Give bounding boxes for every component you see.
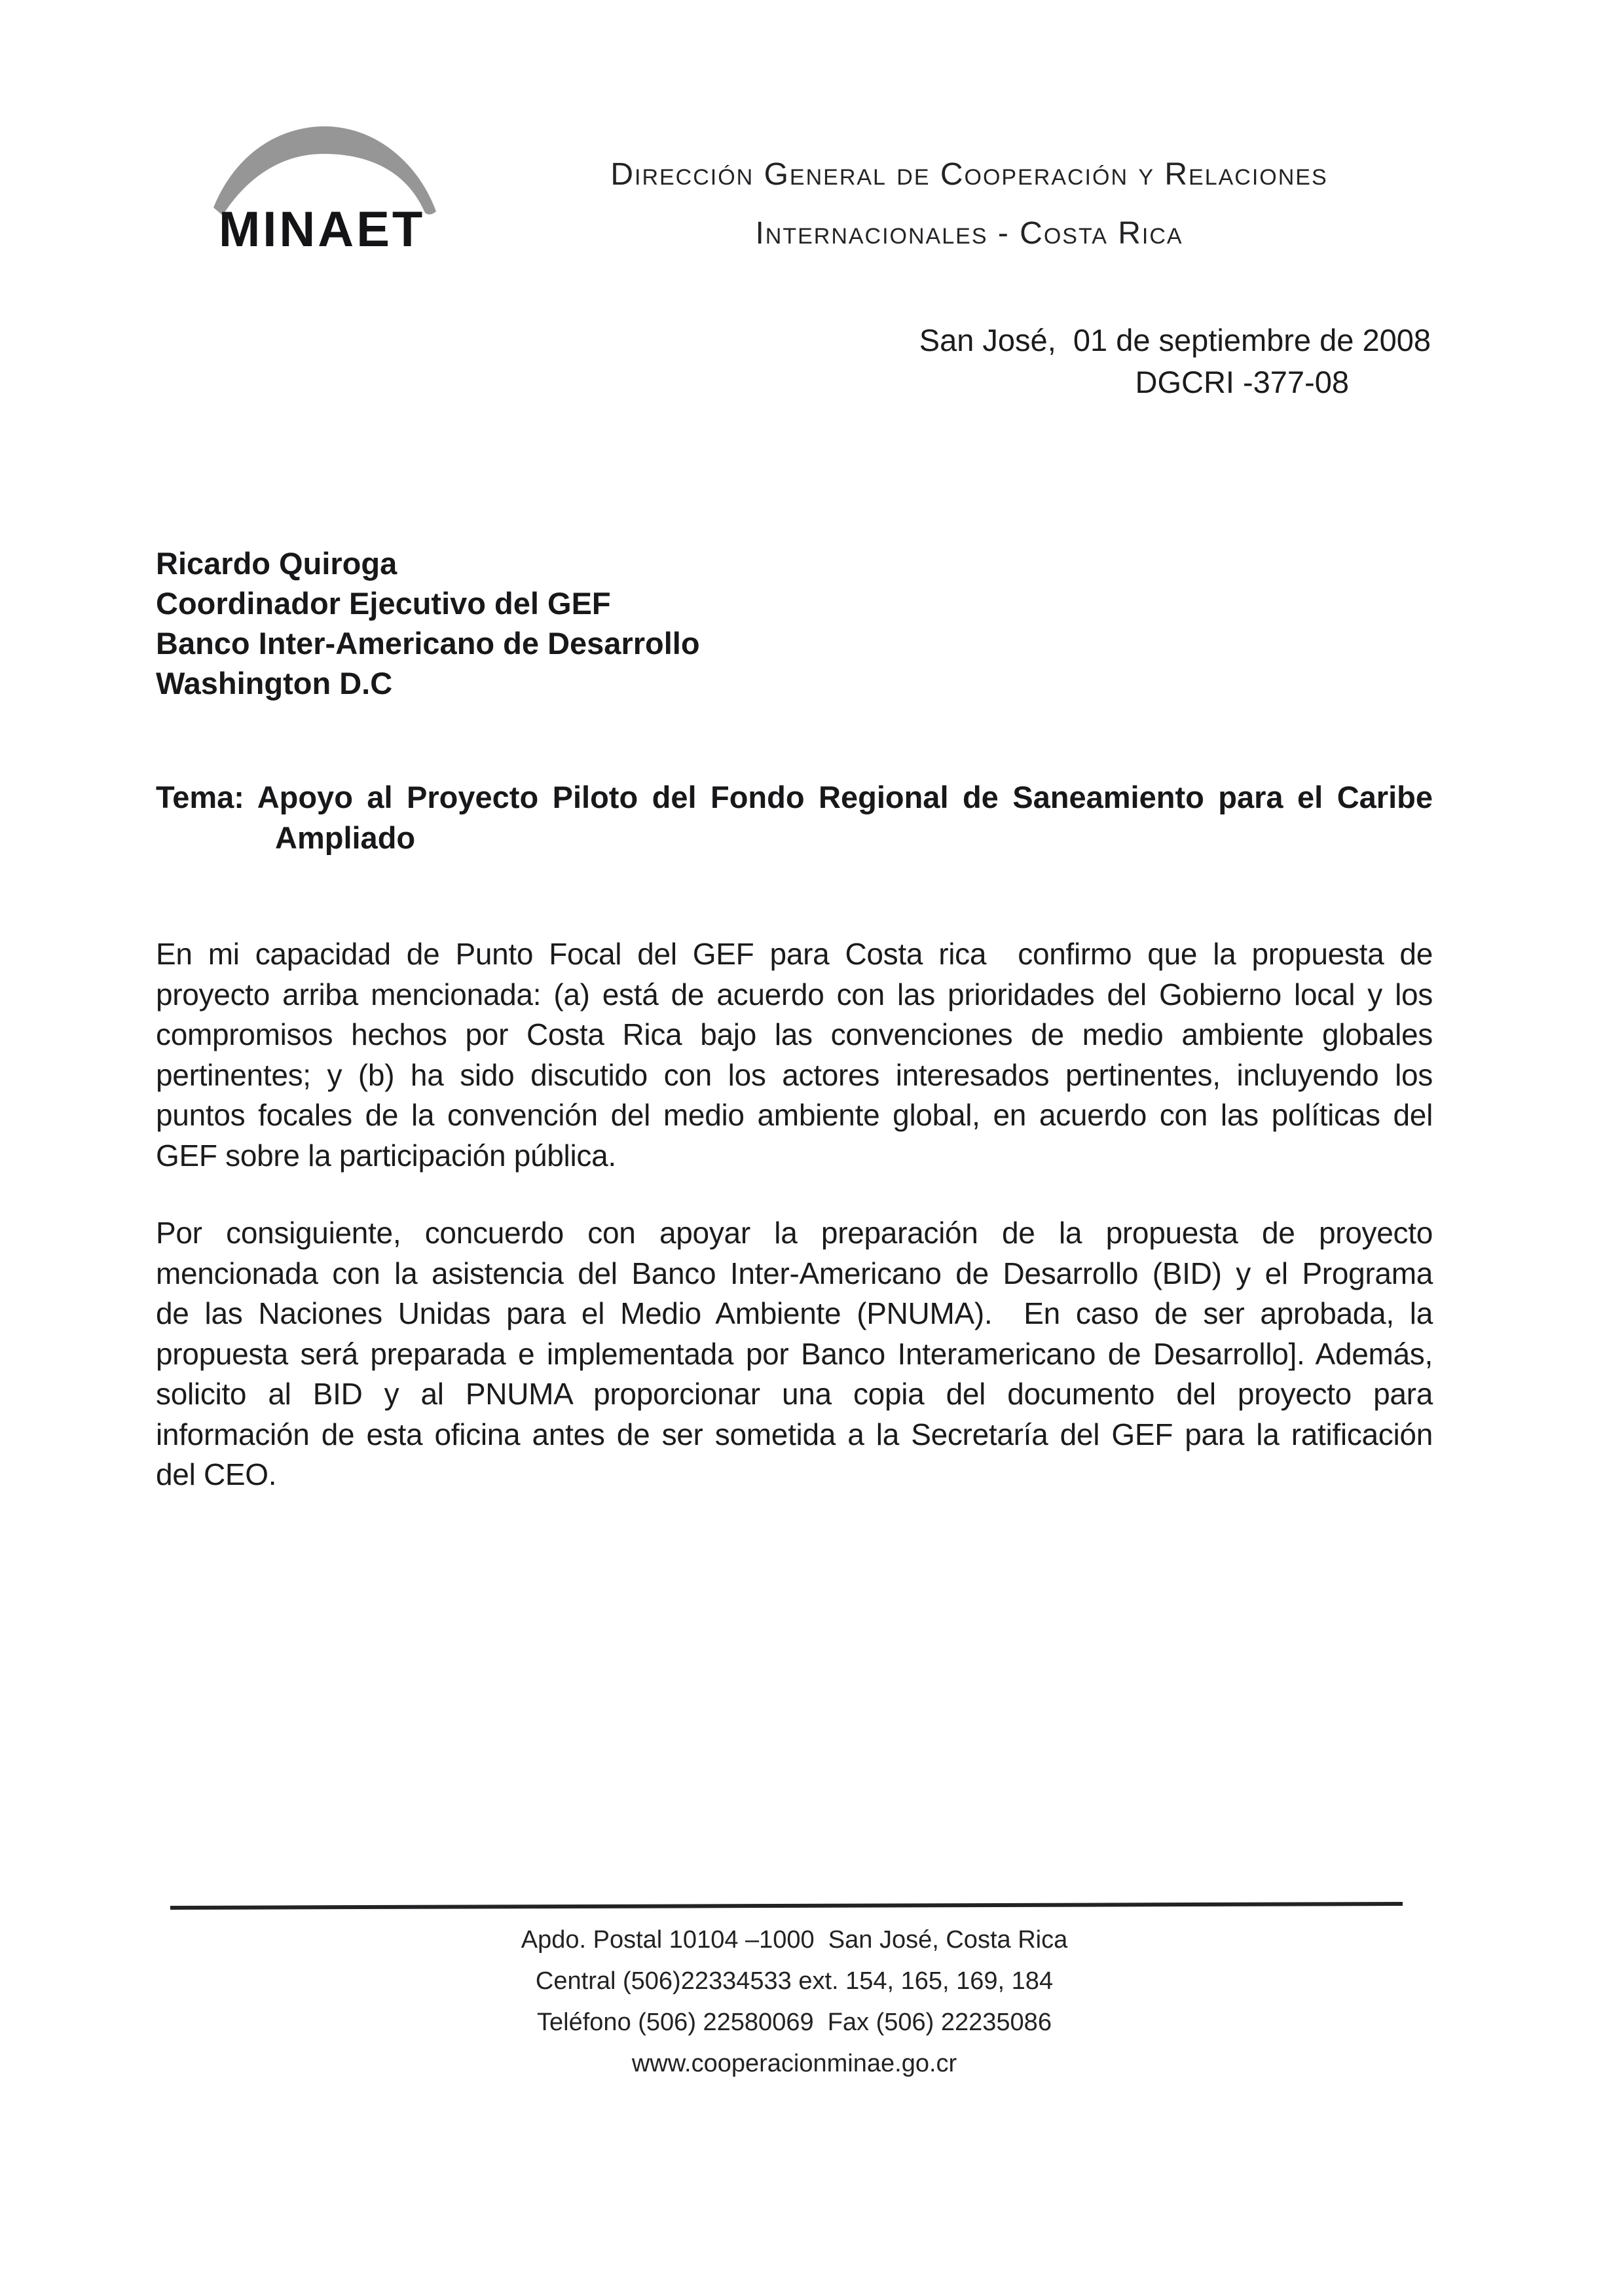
p2-line: de las Naciones Unidas para el Medio Ambiente (PNUMA). En caso de ser aprobada, la xyxy=(156,1296,1433,1330)
footer-block xyxy=(156,1920,1433,2085)
subject-block xyxy=(156,777,1433,858)
p2-line: propuesta será preparada e implementada por Banco Interamericano de Desarrollo]. Además, xyxy=(156,1336,1433,1371)
subject-line2: Ampliado xyxy=(275,820,416,855)
footer-divider xyxy=(170,1902,1403,1910)
footer-phone-fax: Teléfono (506) 22580069 Fax (506) 22235086 xyxy=(537,2009,1052,2036)
recipient-city: Washington D.C xyxy=(156,666,393,701)
footer-website: www.cooperacionminae.go.cr xyxy=(631,2050,957,2077)
paragraph-1 xyxy=(156,934,1433,1176)
letterhead-line1: Dirección General de Cooperación y Relaciones xyxy=(610,157,1328,192)
subject-text: Apoyo al Proyecto Piloto del Fondo Regional de Saneamiento para el Caribe xyxy=(257,780,1433,814)
p2-line: del CEO. xyxy=(156,1457,277,1491)
place-date: San José, 01 de septiembre de 2008 xyxy=(919,323,1431,357)
minaet-logo-text: MINAET xyxy=(219,202,426,257)
letterhead-title xyxy=(491,145,1447,263)
p2-line: solicito al BID y al PNUMA proporcionar una copia del documento del proyecto para xyxy=(156,1377,1433,1411)
recipient-block xyxy=(156,543,942,703)
p1-line: GEF sobre la participación pública. xyxy=(156,1138,616,1173)
p1-line: pertinentes; y (b) ha sido discutido con los actores interesados pertinentes, incluyendo los xyxy=(156,1057,1433,1092)
subject-label: Tema: xyxy=(156,780,244,814)
footer-address: Apdo. Postal 10104 –1000 San José, Costa Rica xyxy=(521,1926,1068,1954)
minaet-logo xyxy=(210,121,445,275)
recipient-title: Coordinador Ejecutivo del GEF xyxy=(156,586,611,621)
p2-line: información de esta oficina antes de ser sometida a la Secretaría del GEF para la ratificación xyxy=(156,1417,1433,1451)
p2-line: Por consiguiente, concuerdo con apoyar la preparación de la propuesta de proyecto xyxy=(156,1216,1433,1250)
dateline-block xyxy=(786,319,1431,403)
p1-line: proyecto arriba mencionada: (a) está de acuerdo con las prioridades del Gobierno local y los xyxy=(156,977,1433,1011)
footer-central: Central (506)22334533 ext. 154, 165, 169, 184 xyxy=(535,1967,1054,1995)
letterhead-line2: Internacionales - Costa Rica xyxy=(755,216,1183,251)
recipient-name: Ricardo Quiroga xyxy=(156,546,397,581)
recipient-organization: Banco Inter-Americano de Desarrollo xyxy=(156,626,700,661)
paragraph-2 xyxy=(156,1213,1433,1495)
p1-line: En mi capacidad de Punto Focal del GEF para Costa rica confirmo que la propuesta de xyxy=(156,937,1433,971)
reference-number: DGCRI -377-08 xyxy=(1135,365,1349,399)
p1-line: puntos focales de la convención del medio ambiente global, en acuerdo con las políticas del xyxy=(156,1098,1433,1132)
p2-line: mencionada con la asistencia del Banco Inter-Americano de Desarrollo (BID) y el Programa xyxy=(156,1256,1433,1290)
subject-line1 xyxy=(156,777,1433,818)
p1-line: compromisos hechos por Costa Rica bajo las convenciones de medio ambiente globales xyxy=(156,1017,1433,1051)
